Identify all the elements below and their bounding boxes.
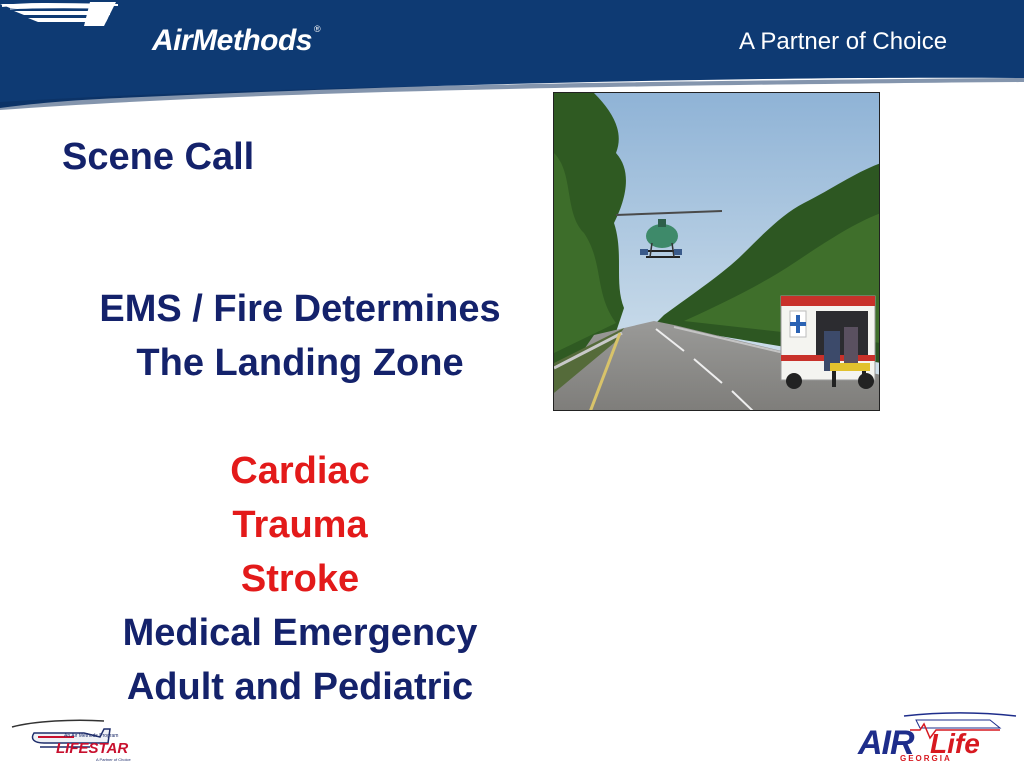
lifestar-program-text: An Air Methods Program (64, 733, 119, 739)
tagline: A Partner of Choice (739, 28, 948, 55)
airlife-life-text: Life (930, 728, 980, 759)
airlife-air-text: AIR (858, 724, 914, 762)
brand-logo-text: AirMethods ® (152, 24, 321, 57)
slide-title: Scene Call (62, 136, 255, 178)
ambulance-icon (781, 296, 875, 389)
tagline-swoosh-icon (0, 0, 120, 12)
scene-photo (553, 92, 880, 411)
content-line-2: The Landing Zone (136, 342, 464, 384)
content-spacer (40, 390, 560, 444)
slide-content (40, 282, 560, 714)
lifestar-logo-text: LIFESTAR (56, 740, 129, 757)
airlife-subtext: GEORGIA (900, 754, 952, 763)
lifestar-tagline-text: A Partner of Choice (96, 757, 131, 762)
content-line-1: EMS / Fire Determines (99, 288, 501, 330)
content-line-adult-pediatric: Adult and Pediatric (126, 666, 474, 708)
content-line-medical-emergency: Medical Emergency (122, 612, 478, 654)
condition-stroke: Stroke (240, 558, 360, 600)
helicopter-scene-image (554, 93, 880, 411)
condition-trauma: Trauma (232, 504, 368, 546)
condition-cardiac: Cardiac (230, 450, 370, 492)
